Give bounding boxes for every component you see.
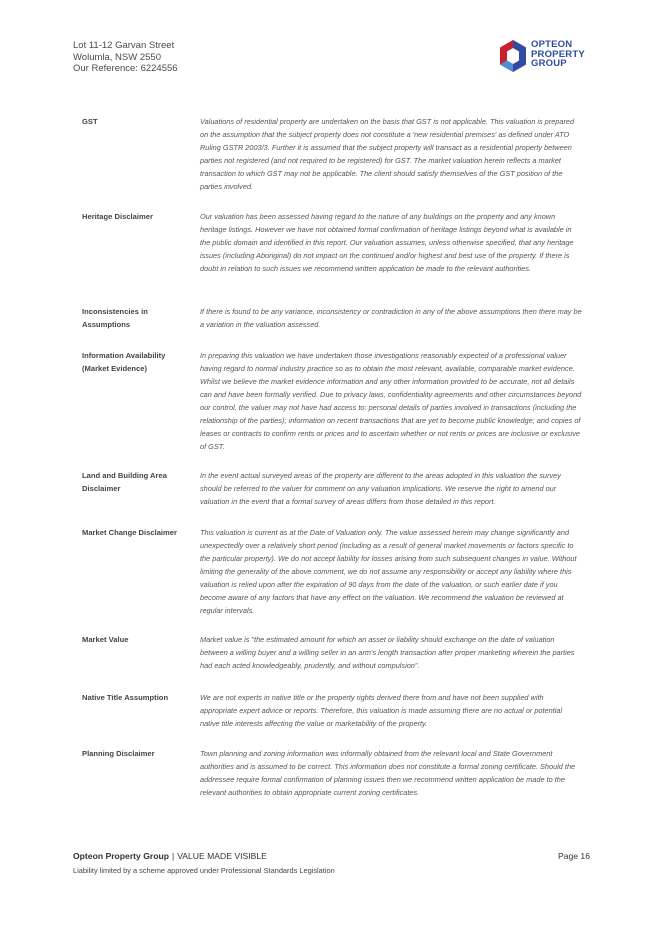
- section-label: Planning Disclaimer: [82, 749, 155, 758]
- section-text: Valuations of residential property are undertaken on the basis that GST is not applicable. This valuation is prepared on the assumption that the subject property does not constitute a 'new residential premises' as defined under ATO Ruling GSTR 2003/3. Further it is assumed that the subject property will transact as a residential property between parties not registered (and not required to be registered) for GST. The market valuation herein reflects a market transaction to which GST may not be applicable. The client should satisfy themselves of the GST position of the parties involved.: [200, 117, 575, 191]
- section-text: In preparing this valuation we have undertaken those investigations reasonably expected of a professional valuer having regard to normal industry practice so as to obtain the most relevant, available, comparable market evidence. Whilst we believe the market evidence information and any other information provided to be accurate, not all details can and have been formally verified. Due to privacy laws, confidentiality agreements and other circumstances beyond our control, the valuer may not have had access to: personal details of parties involved in transactions (including the relationship of the parties); information on recent transactions that are yet to become public knowledge; and copies of leases or contracts to confirm rents or prices and to ascertain whether or not rents or prices are inclusive or exclusive of GST.: [200, 351, 582, 451]
- section-text: In the event actual surveyed areas of the property are different to the areas adopted in this valuation the survey should be referred to the valuer for comment on any valuation implications. We reserve the right to amend our valuation in the event that a formal survey of areas differs from those detailed in this report.: [200, 471, 561, 506]
- opteon-logo: [498, 39, 598, 73]
- logo-line-2: PROPERTY: [531, 48, 585, 60]
- logo-wordmark: [531, 40, 585, 69]
- footer-separator: |: [171, 851, 175, 861]
- section-label: Heritage Disclaimer: [82, 212, 153, 221]
- section-label: Market Value: [82, 635, 129, 644]
- address-line-1: Lot 11-12 Garvan Street: [73, 40, 175, 51]
- section-label: Land and Building Area Disclaimer: [82, 471, 167, 493]
- logo-line-3: GROUP: [531, 58, 567, 70]
- section-text: This valuation is current as at the Date of Valuation only. The value assessed herein may change significantly and unexpectedly over a relatively short period (including as a result of general market movements or factors specific to the particular property). We do not accept liability for losses arising from such subsequent changes in value. Without limiting the generality of the above comment, we do not assume any responsibility or accept any liability where this valuation is relied upon after the expiration of 90 days from the date of the valuation, or such earlier date if you become aware of any factors that have any effect on the valuation. We recommend the valuation be reviewed at regular intervals.: [200, 528, 577, 615]
- section-text: If there is found to be any variance, inconsistency or contradiction in any of the above assumptions then there may be a variation in the valuation assessed.: [200, 307, 582, 329]
- footer-brand: [73, 851, 267, 861]
- opteon-logo-mark-icon: [498, 39, 528, 73]
- section-text: Town planning and zoning information was informally obtained from the relevant local and State Government authorities and is assumed to be correct. This information does not constitute a formal zoning certificate. Should the addressee require formal confirmation of planning issues then we recommend written application be made to the relevant authorities to obtain appropriate current zoning certificates.: [200, 749, 576, 797]
- section-text: We are not experts in native title or the property rights derived there from and have not been supplied with appropriate expert advice or reports. Therefore, this valuation is made assuming there are no actual or potential native title interests affecting the value or marketability of the property.: [200, 693, 563, 728]
- section-label: Inconsistencies in Assumptions: [82, 307, 148, 329]
- section-text: Market value is "the estimated amount for which an asset or liability should exchange on the date of valuation between a willing buyer and a willing seller in an arm's length transaction after proper marketing wherein the parties had each acted knowledgeably, prudently, and without compulsion".: [200, 635, 575, 670]
- section-label: Information Availability (Market Evidence): [82, 351, 166, 373]
- section-text: Our valuation has been assessed having regard to the nature of any buildings on the property and any known heritage listings. However we have not obtained formal confirmation of heritage listings beyond what is available in the public domain and identified in this report. Our valuation assumes, unless otherwise specified, that any heritage issues (including Aboriginal) do not impact on the continued and/or highest and best use of the property. If there is doubt in relation to such issues we recommend written application be made to the relevant authorities.: [200, 212, 574, 273]
- header-address: [73, 40, 178, 75]
- section-label: GST: [82, 117, 98, 126]
- section-label: Native Title Assumption: [82, 693, 169, 702]
- footer-company-name: Opteon Property Group: [73, 851, 169, 861]
- section-label: Market Change Disclaimer: [82, 528, 177, 537]
- reference-number: Our Reference: 6224556: [73, 63, 178, 74]
- footer-tagline: VALUE MADE VISIBLE: [177, 851, 267, 861]
- footer-liability: Liability limited by a scheme approved under Professional Standards Legislation: [73, 866, 335, 875]
- page-number: Page 16: [557, 851, 590, 861]
- logo-line-1: OPTEON: [531, 39, 573, 50]
- address-line-2: Wolumla, NSW 2550: [73, 51, 161, 63]
